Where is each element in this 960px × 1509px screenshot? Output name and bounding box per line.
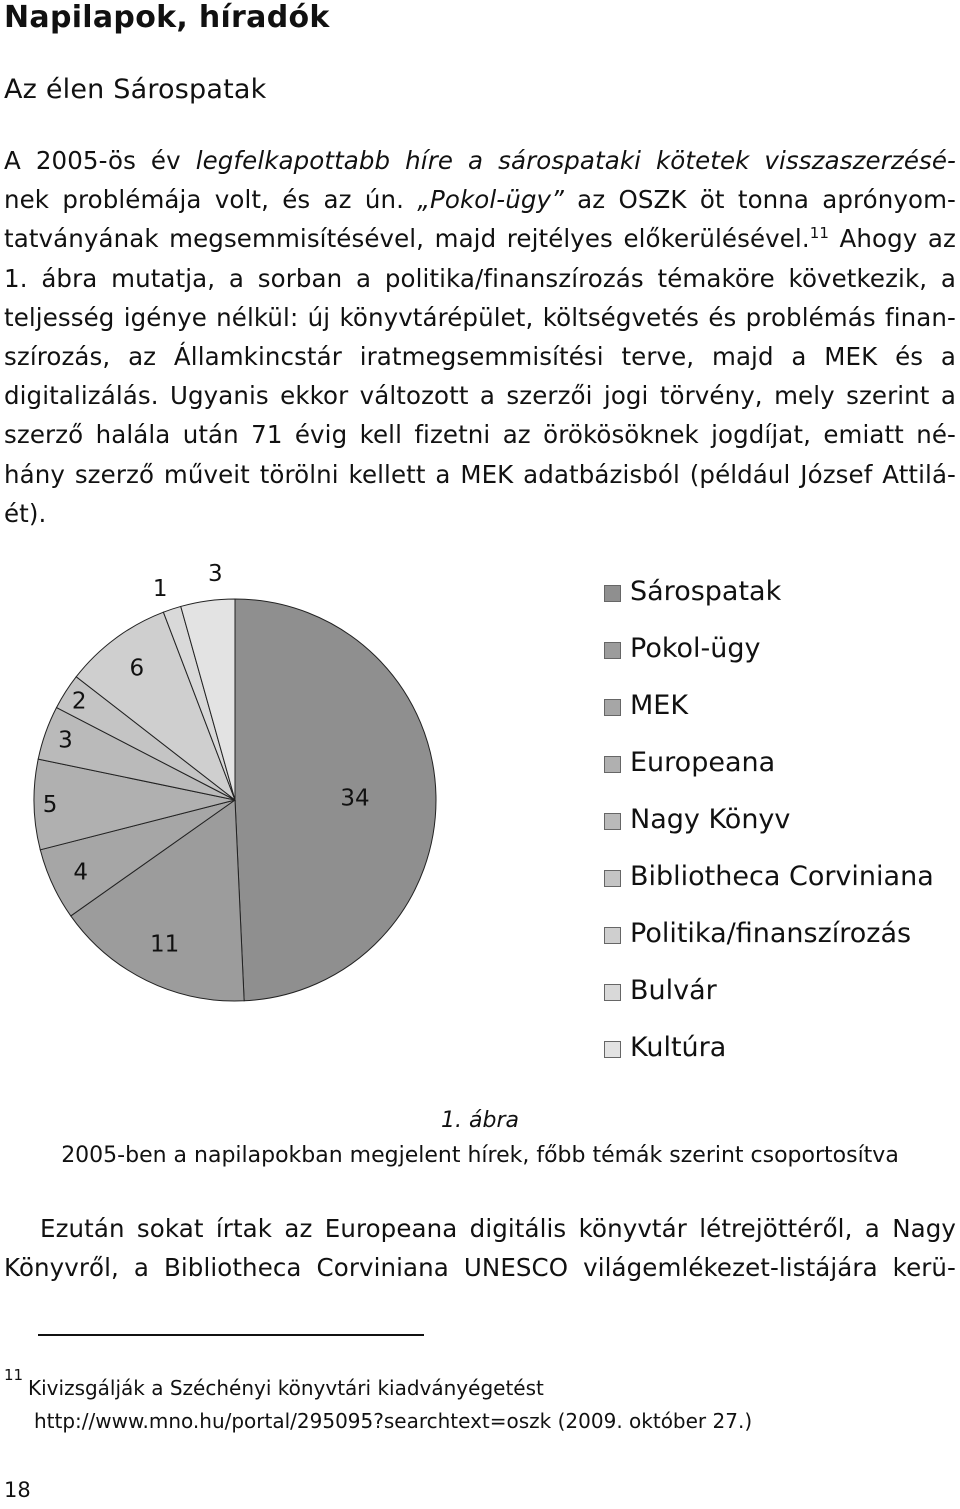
text-run: szírozás, az Államkincstár iratmegsemmisítési terve, majd a MEK és a bbox=[4, 342, 956, 372]
legend-label: Bibliotheca Corviniana bbox=[630, 861, 934, 892]
legend-swatch bbox=[604, 927, 621, 944]
paragraph-1-line bbox=[4, 219, 956, 258]
figure-number: 1. ábra bbox=[441, 1108, 519, 1133]
text-run: A 2005-ös év bbox=[4, 146, 196, 175]
legend-label: Nagy Könyv bbox=[630, 804, 791, 835]
footnote-ref[interactable]: 11 bbox=[809, 224, 830, 243]
legend-swatch bbox=[604, 585, 621, 602]
paragraph-1-line bbox=[4, 494, 956, 533]
paragraph-1-line bbox=[4, 337, 956, 376]
pie-value-label: 3 bbox=[207, 560, 223, 587]
paragraph-1 bbox=[4, 141, 956, 533]
pie-value-label: 2 bbox=[71, 688, 87, 715]
footnote-text: Kivizsgálják a Széchényi könyvtári kiadványégetést bbox=[28, 1376, 544, 1400]
figure-caption: 2005-ben a napilapokban megjelent hírek, főbb témák szerint csoportosítva bbox=[61, 1143, 899, 1168]
pie-slice-sárospatak bbox=[235, 599, 436, 1001]
legend-swatch bbox=[604, 984, 621, 1001]
legend-swatch bbox=[604, 642, 621, 659]
paragraph-1-line bbox=[4, 455, 956, 494]
legend-swatch bbox=[604, 756, 621, 773]
text-run: tatványának megsemmisítésével, majd rejtélyes előkerülésével. bbox=[4, 224, 810, 254]
text-run: Ahogy az bbox=[829, 224, 956, 254]
italic-run: legfelkapottabb híre a sárospataki kötetek visszaszerzésé- bbox=[195, 146, 956, 175]
footnote-marker: 11 bbox=[4, 1366, 24, 1384]
legend-label: Politika/finanszírozás bbox=[630, 918, 912, 949]
page-number: 18 bbox=[4, 1478, 31, 1502]
text-run: nek problémája volt, és az ún. bbox=[4, 185, 418, 215]
legend-label: Kultúra bbox=[630, 1032, 727, 1063]
paragraph-1-line bbox=[4, 180, 956, 219]
paragraph-2-line: Ezután sokat írtak az Europeana digitális könyvtár létrejöttéről, a Nagy bbox=[40, 1214, 956, 1243]
paragraph-2 bbox=[4, 1209, 956, 1287]
section-title: Napilapok, híradók bbox=[4, 0, 330, 35]
footnote-url[interactable]: http://www.mno.hu/portal/295095?searchtext=oszk (2009. október 27.) bbox=[34, 1409, 753, 1433]
text-run: az OSZK öt tonna aprónyom- bbox=[563, 185, 956, 215]
pie-value-label: 34 bbox=[340, 785, 370, 812]
text-run: ét). bbox=[4, 498, 47, 528]
text-run: teljesség igénye nélkül: új könyvtárépület, költségvetés és problémás finan- bbox=[4, 302, 956, 332]
legend-label: Pokol-ügy bbox=[630, 633, 761, 664]
legend-swatch bbox=[604, 870, 621, 887]
legend-swatch bbox=[604, 1041, 621, 1058]
paragraph-1-line bbox=[4, 259, 956, 298]
legend-label: Bulvár bbox=[630, 975, 717, 1006]
footnote-separator bbox=[38, 1334, 424, 1336]
pie-value-label: 3 bbox=[58, 727, 73, 754]
paragraph-1-line bbox=[4, 376, 956, 415]
pie-value-label: 1 bbox=[152, 575, 168, 602]
legend-swatch bbox=[604, 699, 621, 716]
legend-label: Europeana bbox=[630, 747, 776, 778]
paragraph-1-line bbox=[4, 415, 956, 454]
legend-label: Sárospatak bbox=[630, 576, 782, 607]
pie-value-label: 5 bbox=[42, 792, 58, 819]
legend-label: MEK bbox=[630, 690, 689, 721]
pie-value-label: 6 bbox=[129, 655, 145, 682]
paragraph-1-line bbox=[4, 298, 956, 337]
text-run: szerző halála után 71 évig kell fizetni az örökösöknek jogdíjat, emiatt né- bbox=[4, 420, 956, 450]
pie-value-label: 11 bbox=[150, 931, 180, 958]
text-run: hány szerző műveit törölni kellett a MEK adatbázisból (például József Attilá- bbox=[4, 459, 956, 489]
legend-swatch bbox=[604, 813, 621, 830]
italic-run: „Pokol-ügy” bbox=[417, 185, 564, 215]
subsection-title: Az élen Sárospatak bbox=[4, 74, 267, 105]
text-run: 1. ábra mutatja, a sorban a politika/finanszírozás témaköre következik, a bbox=[4, 263, 956, 293]
pie-chart bbox=[0, 560, 470, 1030]
paragraph-2-line: Könyvről, a Bibliotheca Corviniana UNESCO világemlékezet-listájára kerü- bbox=[4, 1253, 956, 1283]
pie-value-label: 4 bbox=[73, 859, 88, 886]
paragraph-1-line bbox=[4, 141, 956, 180]
text-run: digitalizálás. Ugyanis ekkor változott a szerzői jogi törvény, mely szerint a bbox=[4, 381, 956, 411]
